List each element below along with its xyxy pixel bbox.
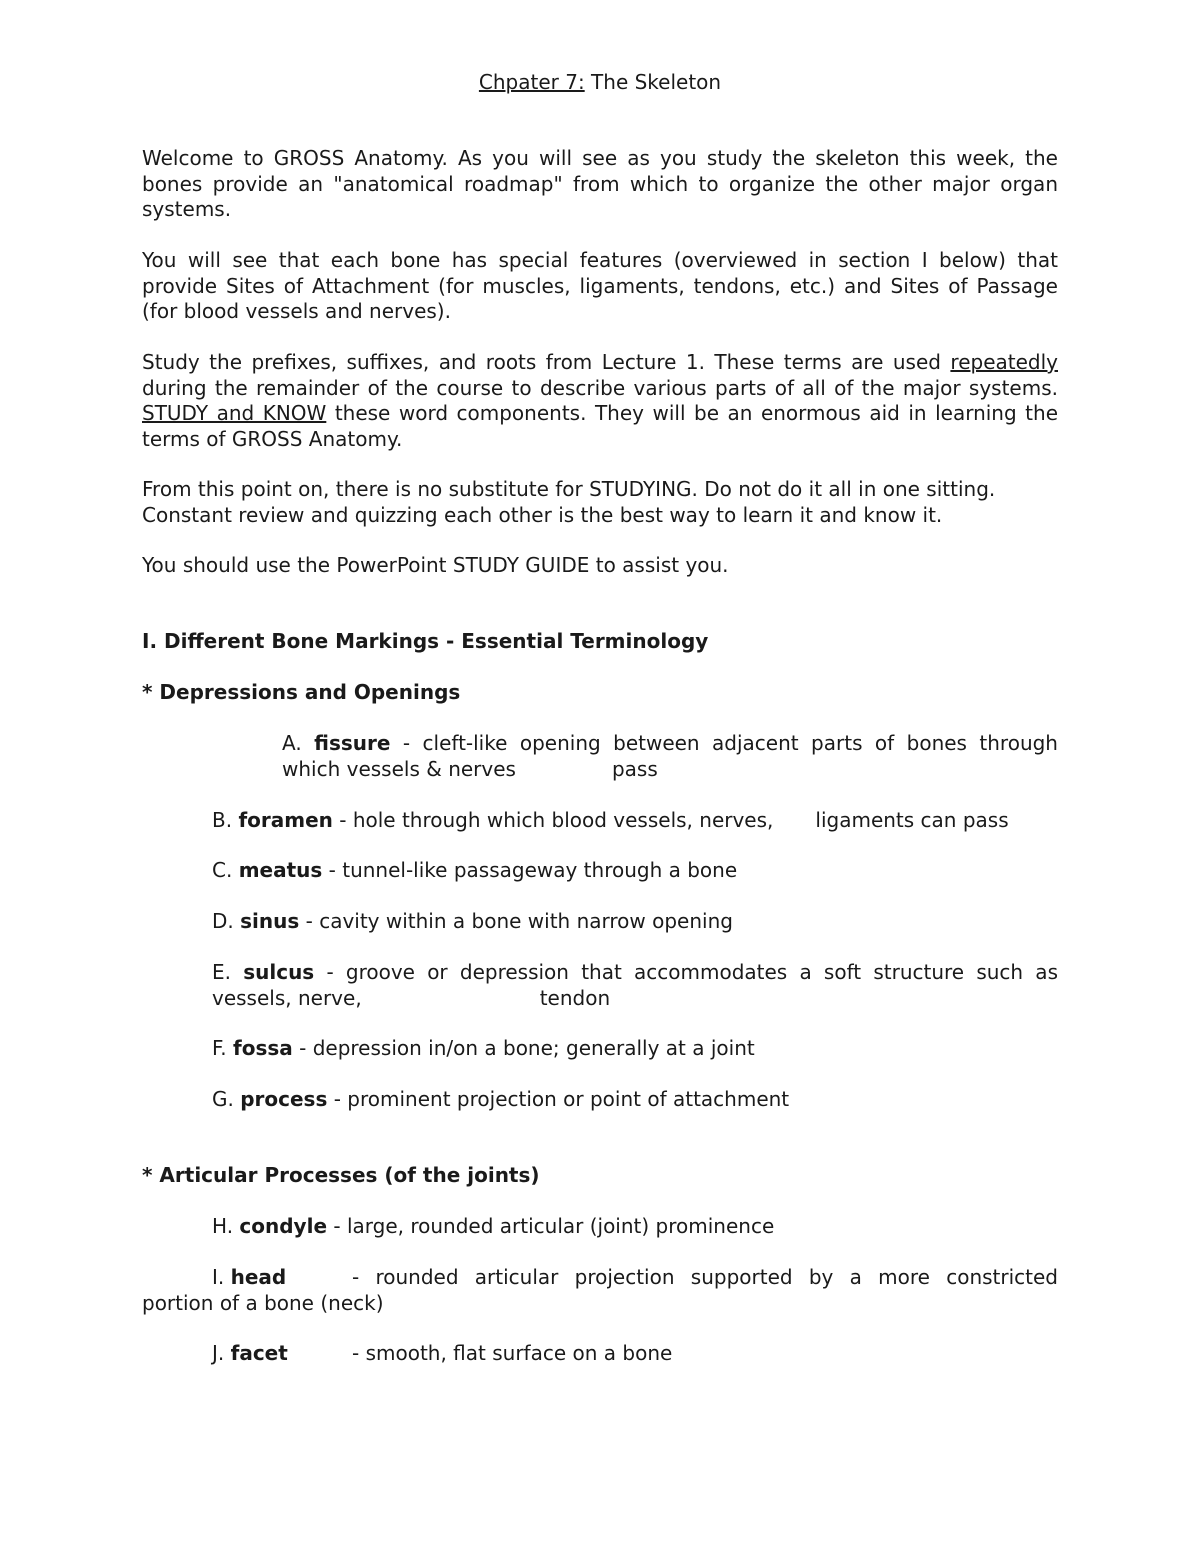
intro-paragraph-2: You will see that each bone has special features (overviewed in section I below) that provide Sites of Attachment (for muscles, ligaments, tendons, etc.) and Sites of Passage (for blood vessels and nerves). [142,248,1058,323]
section-heading-bone-markings: I. Different Bone Markings - Essential Terminology [142,629,709,653]
term-sulcus-line1 [212,960,1058,986]
term-fissure-line2 [282,757,1058,783]
term-letter: E. [212,960,244,984]
term-fissure [282,731,1058,782]
term-word: facet [230,1341,288,1365]
term-word: sinus [240,909,300,933]
term-letter: C. [212,858,239,882]
term-foramen [212,808,1009,834]
term-definition-cont: vessels, nerve, [212,985,362,1010]
term-meatus [212,858,737,884]
chapter-label: Chpater 7: [478,70,585,94]
term-letter: G. [212,1087,241,1111]
page-title [0,68,1200,96]
term-definition-cont: tendon [539,985,611,1010]
term-letter: F. [212,1036,234,1060]
term-head-line2: portion of a bone (neck) [142,1290,384,1315]
intro-paragraph-1: Welcome to GROSS Anatomy. As you will see as you study the skeleton this week, the bones provide an "anatomical roadmap" from which to organize the other major organ systems. [142,146,1058,221]
term-word: condyle [239,1214,328,1238]
term-fissure-line1 [282,731,1058,757]
term-word: fossa [233,1036,293,1060]
term-word: head [230,1265,287,1289]
p3-text-c: these word components. They will be an enormous aid in learning the terms of GROSS Anatomy. [142,401,1059,451]
p3-text-a: Study the prefixes, suffixes, and roots from Lecture 1. These terms are used [142,350,951,374]
term-facet-label [212,1341,352,1367]
term-definition: - hole through which blood vessels, nerves, [332,808,774,832]
term-sulcus [212,960,1058,1011]
p3-text-b: during the remainder of the course to describe various parts of all of the major systems. [142,375,1058,400]
term-facet [212,1341,672,1367]
term-letter: D. [212,909,241,933]
term-definition: - large, rounded articular (joint) prominence [327,1214,775,1238]
term-word: fissure [314,731,391,755]
term-sinus [212,909,733,935]
term-definition: - groove or depression that accommodates a soft structure such as [314,960,1058,984]
term-condyle [212,1214,774,1240]
term-definition: - cleft-like opening between adjacent parts of bones through [390,731,1058,755]
term-definition: - prominent projection or point of attachment [327,1087,790,1111]
term-fossa [212,1036,755,1062]
p3-underlined-repeatedly: repeatedly [950,350,1058,374]
term-word: meatus [238,858,323,882]
intro-paragraph-5: You should use the PowerPoint STUDY GUIDE to assist you. [142,553,729,577]
term-letter: J. [212,1341,231,1365]
term-definition: - rounded articular projection supported by a more constricted [352,1265,1058,1289]
intro-paragraph-3 [142,350,1058,452]
p3-underlined-study-know: STUDY and KNOW [142,401,327,425]
term-definition: - smooth, flat surface on a bone [352,1341,673,1365]
term-word: sulcus [243,960,315,984]
term-letter: B. [212,808,239,832]
term-definition-cont: which vessels & nerves [282,756,516,781]
term-letter: H. [212,1214,240,1238]
term-sulcus-line2 [212,986,1058,1012]
term-definition: - tunnel-like passageway through a bone [322,858,738,882]
term-head-line1 [142,1265,1058,1291]
term-definition: - cavity within a bone with narrow opening [299,909,733,933]
term-head-label [212,1265,352,1291]
term-definition: - depression in/on a bone; generally at a joint [292,1036,755,1060]
term-process [212,1087,789,1113]
subheading-articular: * Articular Processes (of the joints) [142,1163,540,1187]
chapter-subject: The Skeleton [584,70,722,94]
term-letter: A. [282,731,315,755]
term-letter: I. [212,1265,231,1289]
term-word: foramen [238,808,333,832]
intro-paragraph-4: From this point on, there is no substitute for STUDYING. Do not do it all in one sitting. Constant review and quizzing each other is the best way to learn it and know it. [142,477,996,527]
term-definition-cont: ligaments can pass [815,808,1009,832]
subheading-depressions: * Depressions and Openings [142,680,461,704]
term-word: process [240,1087,328,1111]
term-definition-cont: pass [611,756,658,781]
term-head [142,1265,1058,1316]
